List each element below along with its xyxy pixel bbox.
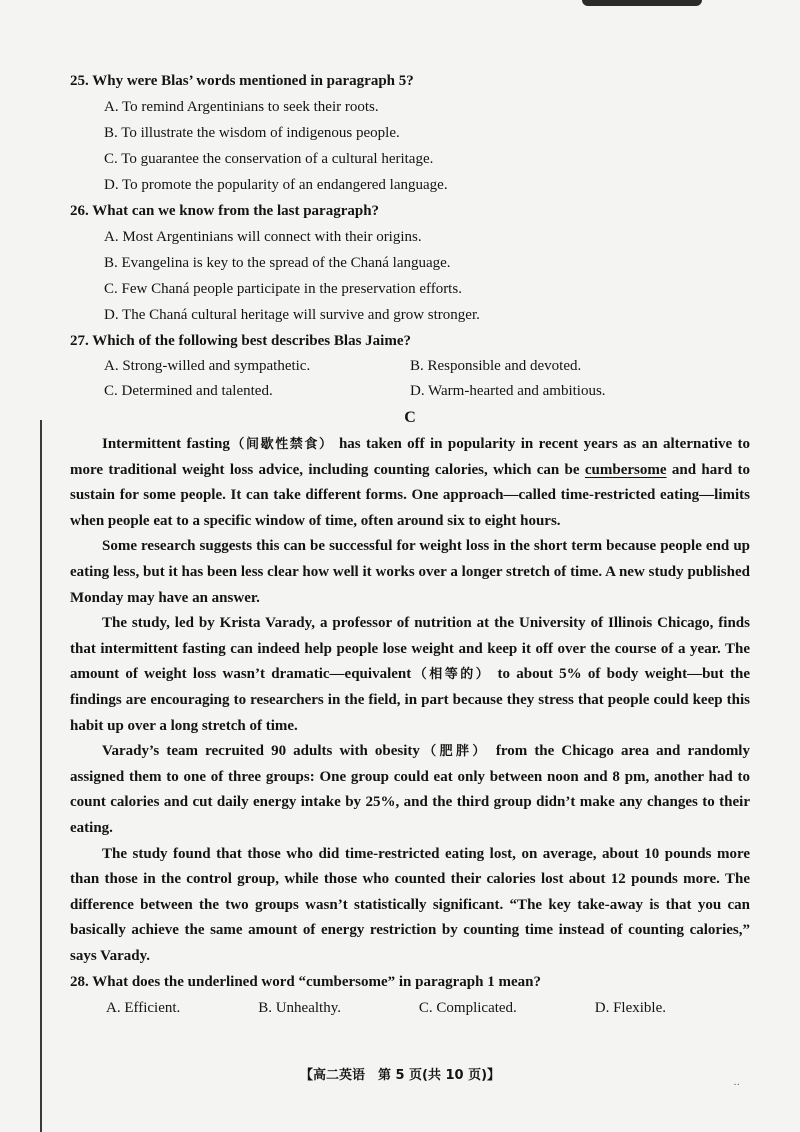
paragraph-2: Some research suggests this can be successful for weight loss in the short term because people end up eating less, but it has been less clear how well it works over a longer stretch of time. A new study published Monday may have an answer. [70, 538, 750, 606]
q28-option-a: A. Efficient. [106, 1000, 181, 1017]
q25-option-a: A. To remind Argentinians to seek their roots. [104, 99, 379, 115]
p4-chinese-gloss: （肥胖） [419, 744, 489, 760]
paragraph-3 [70, 611, 750, 739]
q26-option-d: D. The Chaná cultural heritage will survive and grow stronger. [104, 307, 480, 323]
p1-chinese-gloss: （间歇性禁食） [229, 437, 334, 452]
q25-option-b: B. To illustrate the wisdom of indigenous people. [104, 125, 400, 141]
binding-line [40, 420, 42, 1132]
paragraph-4 [70, 739, 750, 841]
paragraph-1 [70, 432, 750, 534]
underlined-word: cumbersome [584, 461, 667, 478]
q28-options [106, 995, 666, 1021]
p3-text-a: The study, led by Krista Varady, a professor of nutrition at the University of Illinois Chicago, finds that intermittent fasting can indeed help people lose weight and keep it off over the course of a year. The amount of weight loss wasn’t dramatic—equivalent [70, 615, 750, 683]
q28-option-d: D. Flexible. [594, 1000, 666, 1017]
p1-text-a: Intermittent fasting [102, 436, 230, 452]
q25-option-c: C. To guarantee the conservation of a cultural heritage. [104, 151, 434, 167]
scan-edge-mark [582, 0, 702, 6]
exam-page [70, 68, 750, 1021]
q27-option-b: B. Responsible and devoted. [410, 358, 582, 374]
q26-option-b: B. Evangelina is key to the spread of the Chaná language. [104, 255, 451, 271]
p4-text-b: from the Chicago area and randomly assigned them to one of three groups: One group could eat only between noon and 8 pm, another had to count calories and cut daily energy intake by 25%, and the third group didn’t make any changes to their eating. [70, 743, 750, 836]
q26-option-c: C. Few Chaná people participate in the preservation efforts. [104, 281, 462, 297]
page-footer: 【高二英语 第 5 页(共 10 页)】 [299, 1068, 501, 1083]
q28-option-c: C. Complicated. [418, 1000, 517, 1017]
p3-chinese-gloss: （相等的） [411, 667, 492, 683]
q26-option-a: A. Most Argentinians will connect with their origins. [104, 229, 422, 245]
q25-option-d: D. To promote the popularity of an endangered language. [104, 177, 448, 193]
question-28-stem: 28. What does the underlined word “cumbersome” in paragraph 1 mean? [70, 974, 541, 991]
section-title: C [404, 409, 416, 426]
q27-option-a: A. Strong-willed and sympathetic. [104, 358, 311, 374]
p1-text-c: and hard to sustain for some people. It can take different forms. One approach—called time-restricted eating—limits when people eat to a specific window of time, often around six to eight hours. [70, 461, 751, 529]
paragraph-5: The study found that those who did time-restricted eating lost, on average, about 10 pounds more than those in the control group, while those who counted their calories lost about 12 pounds more. The difference between the two groups wasn’t statistically significant. “The key take-away is that you can basically achieve the same amount of energy restriction by counting time instead of counting calories,” says Varady. [70, 845, 750, 964]
scan-artifact-dots: ·· [733, 1080, 740, 1091]
question-27-stem: 27. Which of the following best describes Blas Jaime? [70, 333, 411, 349]
q27-option-d: D. Warm-hearted and ambitious. [410, 383, 606, 399]
p1-text-b: has taken off in popularity in recent years as an alternative to more traditional weight loss advice, including counting calories, which can be [70, 436, 750, 478]
q28-option-b: B. Unhealthy. [258, 1000, 341, 1017]
q27-option-c: C. Determined and talented. [104, 383, 273, 399]
q27-options [104, 354, 750, 404]
question-26-stem: 26. What can we know from the last paragraph? [70, 203, 380, 219]
p4-text-a: Varady’s team recruited 90 adults with obesity [102, 743, 420, 760]
p3-text-b: to about 5% of body weight—but the findings are encouraging to researchers in the field, in part because they stress that people could keep this habit up over a long stretch of time. [70, 666, 751, 734]
question-25-stem: 25. Why were Blas’ words mentioned in paragraph 5? [70, 73, 414, 89]
